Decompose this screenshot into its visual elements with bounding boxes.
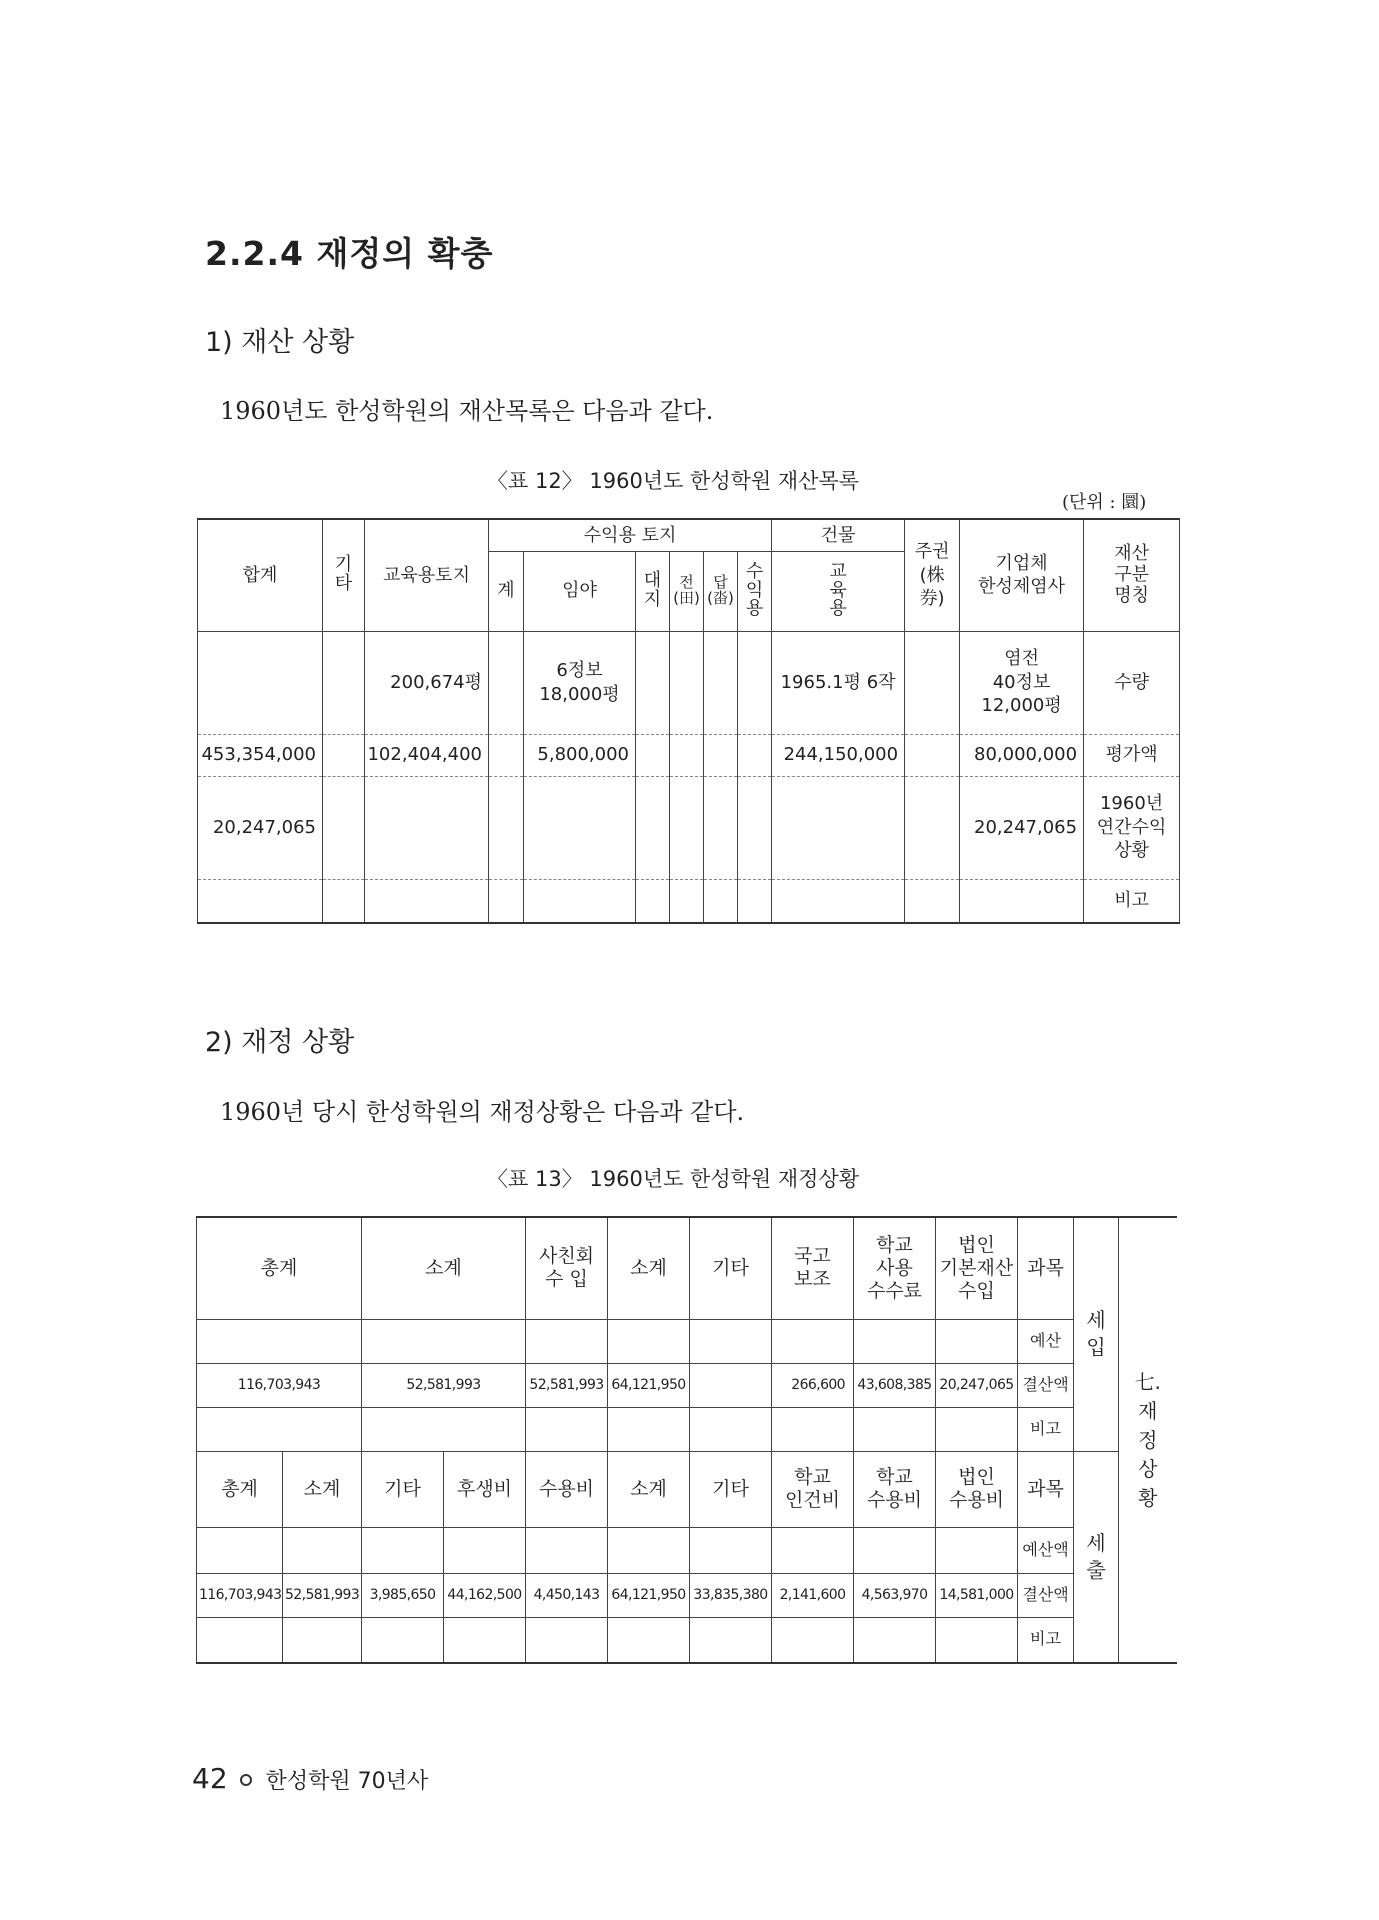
paragraph-property: 1960년도 한성학원의 재산목록은 다음과 같다. — [220, 397, 714, 425]
expense-header-item: 과목 — [1018, 1451, 1074, 1527]
header-paddy: 답 (畓) — [704, 551, 738, 631]
expense-header-welfare: 후생비 — [444, 1451, 526, 1527]
expense-header-supplies: 수용비 — [526, 1451, 608, 1527]
cell: 4,563,970 — [854, 1573, 936, 1617]
income-header-donation: 사친회 수 입 — [526, 1217, 608, 1319]
cell — [960, 879, 1084, 923]
cell — [489, 879, 524, 923]
expense-header-corp-supplies: 법인 수용비 — [936, 1451, 1018, 1527]
header-building: 건물 — [772, 519, 905, 551]
cell — [704, 734, 738, 776]
income-header-other: 기타 — [690, 1217, 772, 1319]
cell — [197, 1617, 283, 1663]
cell: 5,800,000 — [524, 734, 636, 776]
cell — [526, 1527, 608, 1573]
cell: 64,121,950 — [608, 1573, 690, 1617]
cell — [283, 1527, 362, 1573]
cell — [670, 879, 704, 923]
cell — [489, 776, 524, 879]
cell — [365, 879, 489, 923]
table12-caption: 〈표 12〉 1960년도 한성학원 재산목록 — [487, 469, 860, 493]
header-income-sum: 계 — [489, 551, 524, 631]
cell — [905, 879, 960, 923]
cell: 266,600 — [772, 1363, 854, 1407]
cell — [690, 1527, 772, 1573]
cell: 3,985,650 — [362, 1573, 444, 1617]
table-row — [197, 1573, 1177, 1617]
income-header-item: 과목 — [1018, 1217, 1074, 1319]
table12-unit: (단위 : 圜) — [1062, 492, 1147, 513]
income-header-subsidy: 국고 보조 — [772, 1217, 854, 1319]
cell — [365, 776, 489, 879]
side-title: 七. 재 정 상 황 — [1119, 1217, 1177, 1663]
row-label: 비고 — [1018, 1407, 1074, 1451]
cell — [690, 1319, 772, 1363]
cell: 43,608,385 — [854, 1363, 936, 1407]
expense-header-other2: 기타 — [690, 1451, 772, 1527]
cell — [608, 1617, 690, 1663]
cell: 1965.1평 6작 — [772, 631, 905, 734]
cell — [854, 1527, 936, 1573]
expense-header-other: 기타 — [362, 1451, 444, 1527]
cell: 52,581,993 — [283, 1573, 362, 1617]
cell — [524, 776, 636, 879]
subsection-heading-property: 1) 재산 상황 — [205, 327, 355, 358]
page-footer — [192, 1762, 428, 1795]
cell — [936, 1407, 1018, 1451]
cell — [772, 1407, 854, 1451]
cell — [362, 1407, 526, 1451]
cell — [690, 1407, 772, 1451]
table-row — [197, 1451, 1177, 1527]
cell — [198, 631, 323, 734]
cell: 2,141,600 — [772, 1573, 854, 1617]
subsection-heading-finance: 2) 재정 상황 — [205, 1027, 355, 1058]
header-income-use: 수 익 용 — [738, 551, 772, 631]
header-other: 기 타 — [323, 519, 365, 631]
cell — [936, 1617, 1018, 1663]
cell — [772, 1527, 854, 1573]
cell — [526, 1407, 608, 1451]
cell — [608, 1527, 690, 1573]
cell — [738, 879, 772, 923]
expense-header-subtotal2: 소계 — [608, 1451, 690, 1527]
cell — [197, 1407, 362, 1451]
expense-header-total: 총계 — [197, 1451, 283, 1527]
table-row — [198, 776, 1180, 879]
table-row — [197, 1527, 1177, 1573]
cell: 116,703,943 — [197, 1573, 283, 1617]
cell: 64,121,950 — [608, 1363, 690, 1407]
cell — [670, 734, 704, 776]
income-header-total: 총계 — [197, 1217, 362, 1319]
cell — [704, 776, 738, 879]
header-site: 대 지 — [636, 551, 670, 631]
section-title: 2.2.4 재정의 확충 — [205, 234, 494, 273]
cell — [198, 879, 323, 923]
header-category: 재산 구분 명칭 — [1084, 519, 1180, 631]
paragraph-finance: 1960년 당시 한성학원의 재정상황은 다음과 같다. — [220, 1098, 745, 1126]
income-header-foundation: 법인 기본재산 수입 — [936, 1217, 1018, 1319]
cell — [854, 1319, 936, 1363]
header-total: 합계 — [198, 519, 323, 631]
cell — [197, 1319, 362, 1363]
bullet-icon — [240, 1774, 252, 1786]
cell — [905, 734, 960, 776]
cell — [362, 1527, 444, 1573]
cell: 244,150,000 — [772, 734, 905, 776]
cell: 52,581,993 — [362, 1363, 526, 1407]
cell: 116,703,943 — [197, 1363, 362, 1407]
expense-header-personnel: 학교 인건비 — [772, 1451, 854, 1527]
income-header-fee: 학교 사용 수수료 — [854, 1217, 936, 1319]
table-row — [197, 1217, 1177, 1319]
cell — [690, 1363, 772, 1407]
expense-header-subtotal: 소계 — [283, 1451, 362, 1527]
cell: 80,000,000 — [960, 734, 1084, 776]
row-label: 결산액 — [1018, 1573, 1074, 1617]
cell — [489, 734, 524, 776]
cell — [323, 879, 365, 923]
table-row — [198, 734, 1180, 776]
cell — [704, 879, 738, 923]
income-header-subtotal: 소계 — [362, 1217, 526, 1319]
cell — [704, 631, 738, 734]
cell: 4,450,143 — [526, 1573, 608, 1617]
header-income-land: 수익용 토지 — [489, 519, 772, 551]
cell: 102,404,400 — [365, 734, 489, 776]
income-header-subtotal2: 소계 — [608, 1217, 690, 1319]
cell — [738, 776, 772, 879]
property-table — [197, 518, 1180, 924]
cell: 20,247,065 — [936, 1363, 1018, 1407]
cell: 453,354,000 — [198, 734, 323, 776]
table13-caption: 〈표 13〉 1960년도 한성학원 재정상황 — [487, 1167, 860, 1191]
cell — [772, 879, 905, 923]
book-title: 한성학원 70년사 — [265, 1769, 429, 1794]
finance-table — [196, 1216, 1177, 1664]
cell — [854, 1617, 936, 1663]
cell: 20,247,065 — [960, 776, 1084, 879]
cell — [524, 879, 636, 923]
cell: 염전 40정보 12,000평 — [960, 631, 1084, 734]
cell — [636, 734, 670, 776]
cell — [608, 1407, 690, 1451]
header-stock: 주권 (株券) — [905, 519, 960, 631]
cell — [526, 1617, 608, 1663]
cell — [905, 776, 960, 879]
cell — [636, 631, 670, 734]
cell — [670, 631, 704, 734]
cell — [197, 1527, 283, 1573]
header-field: 전 (田) — [670, 551, 704, 631]
table-row — [198, 879, 1180, 923]
cell: 6정보 18,000평 — [524, 631, 636, 734]
cell — [936, 1319, 1018, 1363]
row-label: 1960년 연간수익 상황 — [1084, 776, 1180, 879]
cell — [905, 631, 960, 734]
cell — [323, 734, 365, 776]
header-edu-use: 교 육 용 — [772, 551, 905, 631]
cell — [323, 631, 365, 734]
cell — [444, 1527, 526, 1573]
header-edu-land: 교육용토지 — [365, 519, 489, 631]
row-label: 예산액 — [1018, 1527, 1074, 1573]
cell — [936, 1527, 1018, 1573]
table-row — [197, 1617, 1177, 1663]
cell — [444, 1617, 526, 1663]
expense-group-label: 세 출 — [1074, 1451, 1119, 1663]
cell — [323, 776, 365, 879]
cell — [362, 1319, 526, 1363]
row-label: 비고 — [1018, 1617, 1074, 1663]
row-label: 비고 — [1084, 879, 1180, 923]
cell — [636, 776, 670, 879]
cell: 52,581,993 — [526, 1363, 608, 1407]
table-row — [197, 1407, 1177, 1451]
income-group-label: 세 입 — [1074, 1217, 1119, 1451]
page-number: 42 — [192, 1762, 228, 1795]
cell — [362, 1617, 444, 1663]
cell — [738, 734, 772, 776]
table-row — [198, 631, 1180, 734]
cell — [772, 1617, 854, 1663]
cell — [690, 1617, 772, 1663]
cell: 14,581,000 — [936, 1573, 1018, 1617]
expense-header-school-supplies: 학교 수용비 — [854, 1451, 936, 1527]
row-label: 결산액 — [1018, 1363, 1074, 1407]
cell — [670, 776, 704, 879]
row-label: 수량 — [1084, 631, 1180, 734]
header-forest: 임야 — [524, 551, 636, 631]
cell — [772, 1319, 854, 1363]
row-label: 평가액 — [1084, 734, 1180, 776]
cell — [738, 631, 772, 734]
cell: 33,835,380 — [690, 1573, 772, 1617]
cell — [526, 1319, 608, 1363]
cell: 20,247,065 — [198, 776, 323, 879]
row-label: 예산 — [1018, 1319, 1074, 1363]
table-row — [197, 1363, 1177, 1407]
cell — [489, 631, 524, 734]
cell — [283, 1617, 362, 1663]
table-row — [197, 1319, 1177, 1363]
header-enterprise: 기업체 한성제염사 — [960, 519, 1084, 631]
cell: 200,674평 — [365, 631, 489, 734]
cell — [636, 879, 670, 923]
cell — [772, 776, 905, 879]
cell — [854, 1407, 936, 1451]
cell — [608, 1319, 690, 1363]
cell: 44,162,500 — [444, 1573, 526, 1617]
